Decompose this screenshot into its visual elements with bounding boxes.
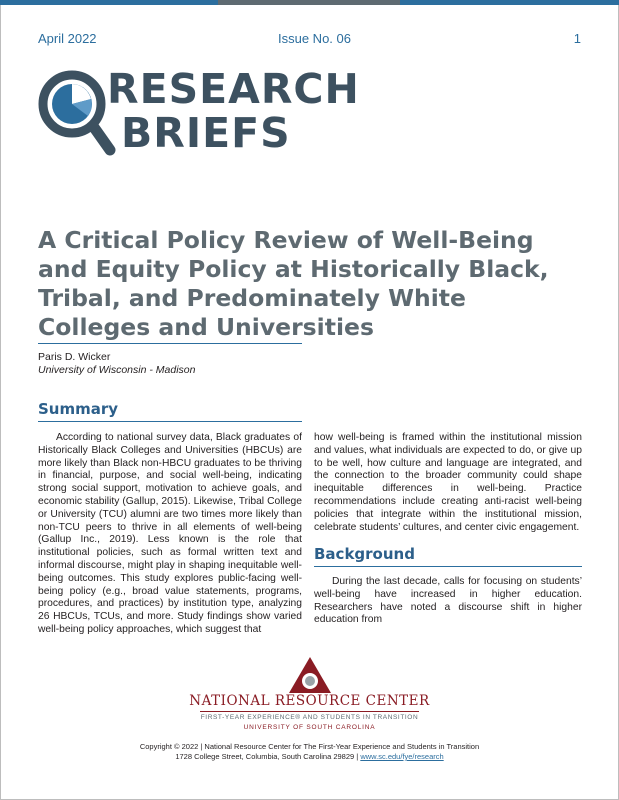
page-number: 1	[573, 31, 581, 46]
issue-date: April 2022	[38, 31, 97, 46]
copyright-line: Copyright © 2022 | National Resource Center for The First-Year Experience and Students in Transition	[139, 742, 480, 751]
nrc-subtitle: FIRST-YEAR EXPERIENCE® AND STUDENTS IN TRANSITION	[200, 714, 419, 721]
research-website-link[interactable]: www.sc.edu/fye/research	[360, 752, 444, 761]
title-divider	[38, 343, 302, 344]
article-title: A Critical Policy Review of Well-Being and Equity Policy at Historically Black, Tribal, and Predominately White Colleges and Universities	[38, 226, 549, 341]
issue-number: Issue No. 06	[278, 31, 351, 46]
nrc-university: UNIVERSITY OF SOUTH CAROLINA	[243, 724, 376, 731]
address-text: 1728 College Street, Columbia, South Carolina 29829 |	[175, 752, 359, 761]
summary-divider	[38, 421, 302, 422]
nrc-name: NATIONAL RESOURCE CENTER	[189, 693, 430, 709]
address-line	[0, 752, 619, 761]
logo-research-text: RESEARCH	[107, 65, 360, 113]
summary-heading: Summary	[38, 400, 119, 418]
summary-text-right: how well-being is framed within the institutional mission and values, what individuals are expected to do, or give up to be well, how culture and language are integrated, and the connection to the broader community could shape inequitable differences in well-being. Practice recommendations include creating anti-racist well-being policies that integrate within the institutional mission, celebrate students’ cultures, and center civic engagement.	[314, 432, 582, 533]
background-divider	[314, 566, 582, 567]
author-name: Paris D. Wicker	[38, 351, 111, 363]
top-color-bar	[0, 0, 619, 5]
logo-briefs-text: BRIEFS	[121, 109, 291, 157]
nrc-triangle-logo-icon	[288, 656, 332, 694]
nrc-divider	[200, 711, 419, 712]
issue-header	[38, 31, 581, 49]
magnifier-pie-chart-icon	[36, 68, 118, 160]
background-text: During the last decade, calls for focusing on students’ well-being have increased in higher education. Researchers have noted a discourse shift in higher education from	[314, 576, 582, 626]
author-affiliation: University of Wisconsin - Madison	[38, 364, 196, 376]
background-heading: Background	[314, 545, 415, 563]
summary-text-left: According to national survey data, Black graduates of Historically Black Colleges and Universities (HBCUs) are more likely than Black non-HBCU graduates to be thriving in financial, purpose, and social well-being, indicating strong social support, motivation to achieve goals, and economic stability (Gallup, 2015). Likewise, Tribal College or University (TCU) alumni are two times more likely than non-TCU peers to thrive in all elements of well-being (Gallup Inc., 2019). Less known is the role that institutional policies, such as formal written text and informal discourse, might play in shaping inequitable well-being outcomes. This study explores public-facing well-being policy (e.g., broad value statements, programs, procedures, and practices) by institution type, analyzing 26 HBCUs, TCUs, and more. Study findings show varied well-being policy approaches, which suggest that	[38, 432, 302, 635]
